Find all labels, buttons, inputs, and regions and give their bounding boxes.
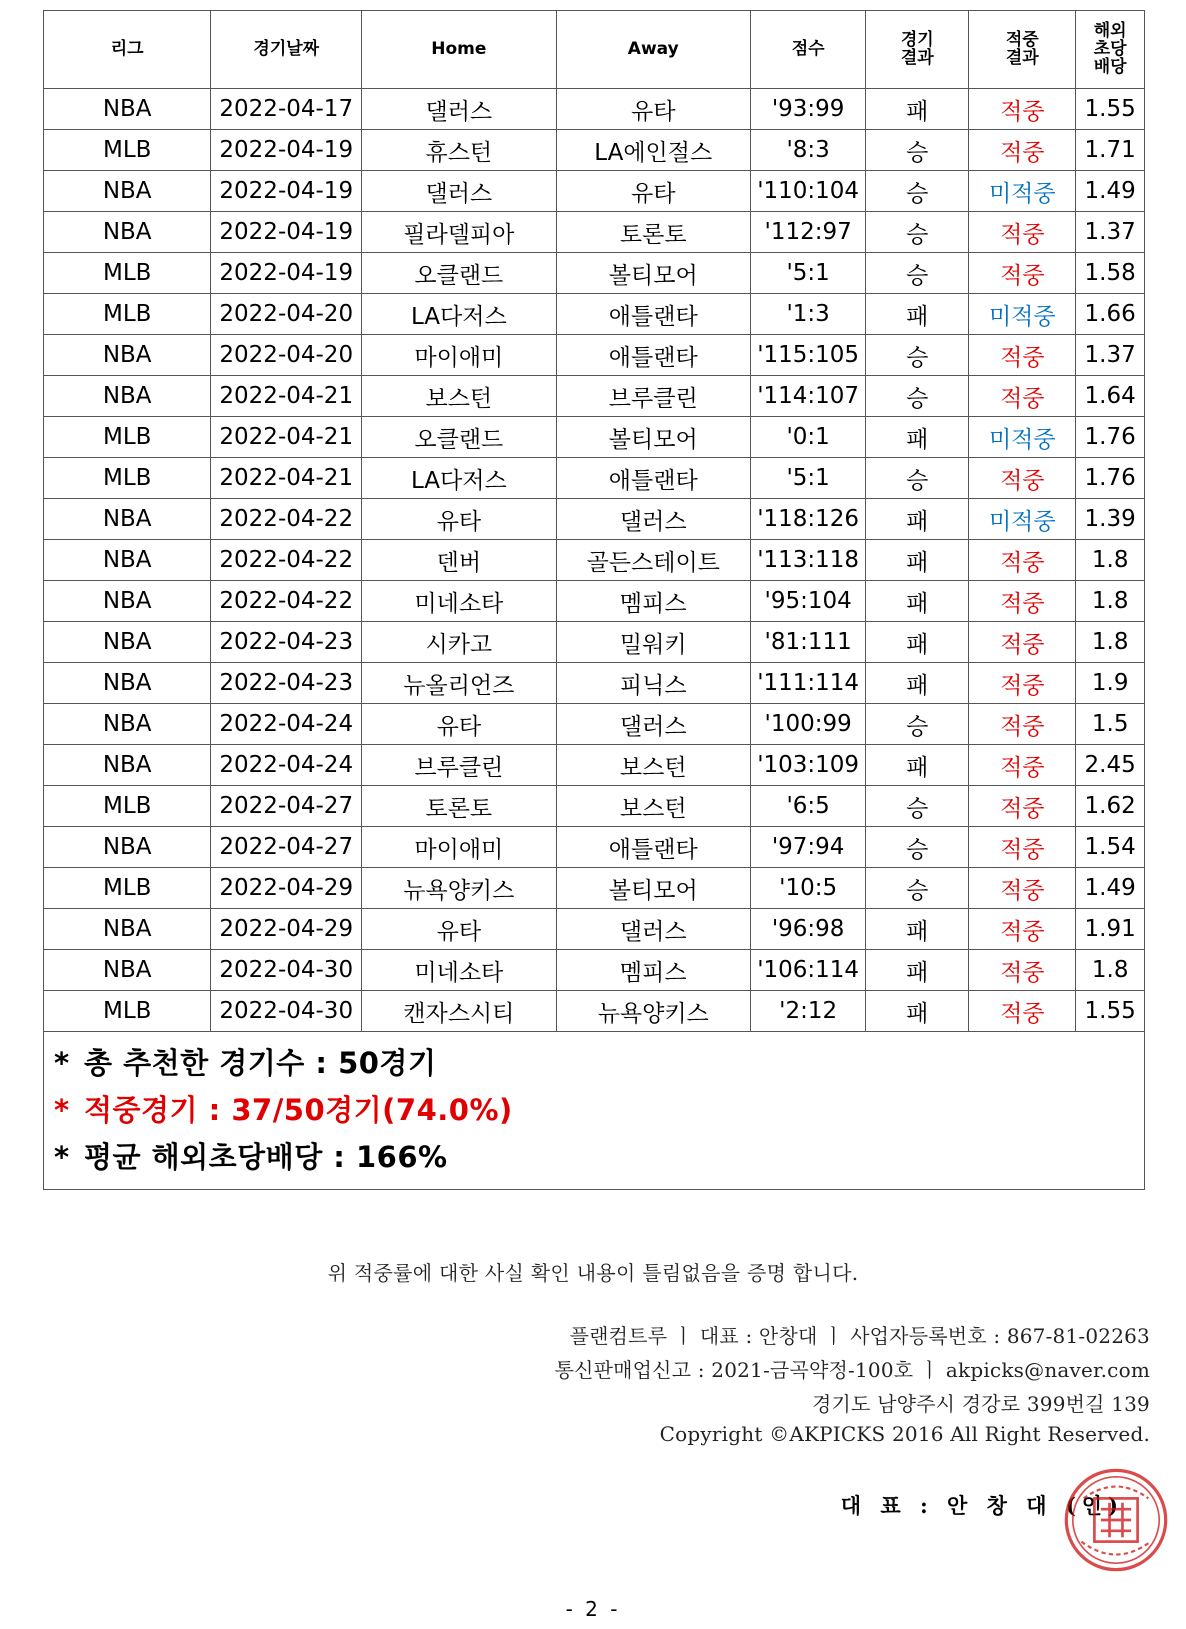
cell-odds: 1.9: [1076, 663, 1145, 704]
cell-away: 뉴욕양키스: [556, 991, 750, 1032]
cell-away: 골든스테이트: [556, 540, 750, 581]
cell-league: NBA: [44, 581, 211, 622]
cell-result: 패: [866, 581, 969, 622]
cell-hit: 적중: [969, 130, 1076, 171]
cell-score: '0:1: [750, 417, 865, 458]
cell-result: 승: [866, 786, 969, 827]
cell-home: 마이애미: [362, 335, 556, 376]
cell-odds: 1.62: [1076, 786, 1145, 827]
cell-home: LA다저스: [362, 458, 556, 499]
table-row: [44, 294, 1145, 335]
table-row: [44, 745, 1145, 786]
cell-odds: 1.64: [1076, 376, 1145, 417]
cell-date: 2022-04-19: [211, 212, 362, 253]
table-row: [44, 212, 1145, 253]
cell-date: 2022-04-29: [211, 909, 362, 950]
cell-away: 댈러스: [556, 499, 750, 540]
cell-home: 마이애미: [362, 827, 556, 868]
cell-league: MLB: [44, 458, 211, 499]
cell-home: 오클랜드: [362, 253, 556, 294]
cell-home: 덴버: [362, 540, 556, 581]
cell-date: 2022-04-24: [211, 704, 362, 745]
cell-result: 승: [866, 171, 969, 212]
cell-home: 뉴욕양키스: [362, 868, 556, 909]
cell-hit: 적중: [969, 253, 1076, 294]
cell-home: 오클랜드: [362, 417, 556, 458]
header-date: 경기날짜: [211, 11, 362, 89]
cell-league: NBA: [44, 376, 211, 417]
summary-hits: [54, 1087, 1134, 1134]
cell-odds: 1.8: [1076, 622, 1145, 663]
table-row: [44, 376, 1145, 417]
cell-away: 멤피스: [556, 950, 750, 991]
cell-odds: 1.54: [1076, 827, 1145, 868]
footer-registration-line: 통신판매업신고 : 2021-금곡약정-100호 ㅣ akpicks@naver.com: [554, 1358, 1150, 1382]
table-header-row: [44, 11, 1145, 89]
header-result-line: 경기: [900, 30, 934, 50]
cell-odds: 1.49: [1076, 868, 1145, 909]
cell-score: '97:94: [750, 827, 865, 868]
header-odds-line: 배당: [1093, 57, 1127, 77]
table-row: [44, 663, 1145, 704]
confirmation-statement: 위 적중률에 대한 사실 확인 내용이 틀림없음을 증명 합니다.: [327, 1261, 859, 1285]
cell-home: 유타: [362, 499, 556, 540]
table-row: [44, 540, 1145, 581]
cell-home: 미네소타: [362, 950, 556, 991]
cell-away: 애틀랜타: [556, 458, 750, 499]
cell-result: 패: [866, 499, 969, 540]
cell-odds: 1.55: [1076, 89, 1145, 130]
cell-date: 2022-04-24: [211, 745, 362, 786]
cell-home: 미네소타: [362, 581, 556, 622]
header-odds: [1076, 11, 1145, 89]
cell-score: '5:1: [750, 253, 865, 294]
cell-score: '115:105: [750, 335, 865, 376]
cell-home: LA다저스: [362, 294, 556, 335]
table-row: [44, 827, 1145, 868]
summary-total-text: 총 추천한 경기수 : 50경기: [84, 1046, 437, 1080]
cell-hit: 적중: [969, 786, 1076, 827]
table-row: [44, 171, 1145, 212]
cell-date: 2022-04-22: [211, 540, 362, 581]
table-body: [44, 89, 1145, 1032]
cell-hit: 적중: [969, 745, 1076, 786]
cell-league: NBA: [44, 171, 211, 212]
header-odds-line: 해외: [1093, 21, 1127, 41]
table-row: [44, 335, 1145, 376]
cell-odds: 1.39: [1076, 499, 1145, 540]
header-odds-line: 초당: [1093, 39, 1127, 59]
cell-league: MLB: [44, 130, 211, 171]
cell-odds: 1.37: [1076, 335, 1145, 376]
footer-company-line: 플랜컴트루 ㅣ 대표 : 안창대 ㅣ 사업자등록번호 : 867-81-02263: [569, 1324, 1150, 1348]
header-result: [866, 11, 969, 89]
representative-signature: 대 표 : 안 창 대 (인): [840, 1493, 1124, 1518]
cell-home: 캔자스시티: [362, 991, 556, 1032]
cell-date: 2022-04-30: [211, 950, 362, 991]
cell-league: NBA: [44, 335, 211, 376]
cell-date: 2022-04-27: [211, 827, 362, 868]
cell-home: 유타: [362, 909, 556, 950]
cell-result: 패: [866, 540, 969, 581]
bullet-star: *: [54, 1140, 70, 1174]
cell-date: 2022-04-20: [211, 294, 362, 335]
header-score: 점수: [750, 11, 865, 89]
cell-league: MLB: [44, 868, 211, 909]
cell-score: '112:97: [750, 212, 865, 253]
table-row: [44, 991, 1145, 1032]
cell-away: 보스턴: [556, 745, 750, 786]
cell-score: '10:5: [750, 868, 865, 909]
cell-result: 패: [866, 745, 969, 786]
cell-away: 댈러스: [556, 909, 750, 950]
cell-score: '8:3: [750, 130, 865, 171]
cell-league: MLB: [44, 786, 211, 827]
cell-date: 2022-04-21: [211, 376, 362, 417]
cell-date: 2022-04-27: [211, 786, 362, 827]
cell-odds: 1.37: [1076, 212, 1145, 253]
cell-score: '103:109: [750, 745, 865, 786]
table-row: [44, 909, 1145, 950]
cell-date: 2022-04-22: [211, 499, 362, 540]
cell-odds: 1.8: [1076, 950, 1145, 991]
cell-score: '106:114: [750, 950, 865, 991]
cell-score: '110:104: [750, 171, 865, 212]
cell-away: 댈러스: [556, 704, 750, 745]
cell-away: 유타: [556, 171, 750, 212]
cell-hit: 적중: [969, 663, 1076, 704]
cell-date: 2022-04-21: [211, 458, 362, 499]
cell-league: NBA: [44, 89, 211, 130]
results-table: [43, 10, 1145, 1190]
cell-odds: 1.76: [1076, 458, 1145, 499]
bullet-star: *: [54, 1093, 70, 1127]
cell-score: '100:99: [750, 704, 865, 745]
table-row: [44, 950, 1145, 991]
cell-score: '95:104: [750, 581, 865, 622]
table-row: [44, 417, 1145, 458]
cell-away: 볼티모어: [556, 868, 750, 909]
cell-hit: 적중: [969, 622, 1076, 663]
cell-odds: 1.58: [1076, 253, 1145, 294]
cell-hit: 적중: [969, 458, 1076, 499]
cell-away: 애틀랜타: [556, 294, 750, 335]
cell-score: '114:107: [750, 376, 865, 417]
cell-odds: 1.91: [1076, 909, 1145, 950]
cell-home: 시카고: [362, 622, 556, 663]
cell-result: 승: [866, 458, 969, 499]
footer-copyright-line: Copyright ©AKPICKS 2016 All Right Reserved.: [659, 1422, 1150, 1446]
cell-league: NBA: [44, 540, 211, 581]
cell-result: 패: [866, 294, 969, 335]
cell-score: '113:118: [750, 540, 865, 581]
summary-hits-text: 적중경기 : 37/50경기(74.0%): [84, 1093, 513, 1127]
cell-score: '2:12: [750, 991, 865, 1032]
cell-away: 유타: [556, 89, 750, 130]
cell-league: NBA: [44, 212, 211, 253]
cell-league: NBA: [44, 622, 211, 663]
cell-score: '93:99: [750, 89, 865, 130]
table-row: [44, 130, 1145, 171]
cell-date: 2022-04-22: [211, 581, 362, 622]
cell-away: 브루클린: [556, 376, 750, 417]
cell-home: 댈러스: [362, 171, 556, 212]
cell-hit: 적중: [969, 704, 1076, 745]
cell-odds: 1.49: [1076, 171, 1145, 212]
cell-league: NBA: [44, 663, 211, 704]
cell-league: NBA: [44, 909, 211, 950]
table-row: [44, 868, 1145, 909]
cell-odds: 2.45: [1076, 745, 1145, 786]
cell-hit: 적중: [969, 950, 1076, 991]
cell-away: 애틀랜타: [556, 827, 750, 868]
footer-address-line: 경기도 남양주시 경강로 399번길 139: [811, 1392, 1150, 1416]
cell-result: 패: [866, 417, 969, 458]
cell-result: 패: [866, 663, 969, 704]
cell-home: 댈러스: [362, 89, 556, 130]
cell-date: 2022-04-19: [211, 130, 362, 171]
cell-date: 2022-04-20: [211, 335, 362, 376]
cell-hit: 적중: [969, 89, 1076, 130]
cell-result: 승: [866, 253, 969, 294]
cell-hit: 미적중: [969, 417, 1076, 458]
table-row: [44, 622, 1145, 663]
cell-league: NBA: [44, 950, 211, 991]
table-row: [44, 253, 1145, 294]
cell-home: 필라델피아: [362, 212, 556, 253]
cell-home: 브루클린: [362, 745, 556, 786]
cell-hit: 적중: [969, 376, 1076, 417]
cell-home: 유타: [362, 704, 556, 745]
summary-row: [44, 1032, 1145, 1190]
cell-league: MLB: [44, 253, 211, 294]
cell-score: '6:5: [750, 786, 865, 827]
cell-odds: 1.71: [1076, 130, 1145, 171]
cell-result: 승: [866, 130, 969, 171]
cell-date: 2022-04-17: [211, 89, 362, 130]
cell-odds: 1.5: [1076, 704, 1145, 745]
cell-away: 볼티모어: [556, 253, 750, 294]
cell-hit: 적중: [969, 212, 1076, 253]
cell-date: 2022-04-30: [211, 991, 362, 1032]
cell-home: 보스턴: [362, 376, 556, 417]
cell-result: 승: [866, 335, 969, 376]
cell-hit: 적중: [969, 581, 1076, 622]
cell-hit: 미적중: [969, 294, 1076, 335]
cell-date: 2022-04-23: [211, 663, 362, 704]
header-away: Away: [556, 11, 750, 89]
cell-result: 승: [866, 376, 969, 417]
header-result-line: 결과: [900, 48, 934, 68]
header-home: Home: [362, 11, 556, 89]
table-row: [44, 581, 1145, 622]
cell-hit: 미적중: [969, 171, 1076, 212]
cell-away: 볼티모어: [556, 417, 750, 458]
cell-score: '81:111: [750, 622, 865, 663]
cell-odds: 1.8: [1076, 540, 1145, 581]
cell-date: 2022-04-23: [211, 622, 362, 663]
cell-league: NBA: [44, 499, 211, 540]
cell-date: 2022-04-21: [211, 417, 362, 458]
cell-date: 2022-04-19: [211, 171, 362, 212]
table-row: [44, 704, 1145, 745]
cell-hit: 적중: [969, 335, 1076, 376]
cell-score: '5:1: [750, 458, 865, 499]
cell-odds: 1.8: [1076, 581, 1145, 622]
cell-league: NBA: [44, 827, 211, 868]
cell-away: 피닉스: [556, 663, 750, 704]
cell-odds: 1.66: [1076, 294, 1145, 335]
cell-hit: 미적중: [969, 499, 1076, 540]
cell-away: LA에인절스: [556, 130, 750, 171]
cell-score: '96:98: [750, 909, 865, 950]
cell-league: MLB: [44, 417, 211, 458]
cell-result: 패: [866, 991, 969, 1032]
cell-league: NBA: [44, 704, 211, 745]
bullet-star: *: [54, 1046, 70, 1080]
cell-away: 멤피스: [556, 581, 750, 622]
cell-home: 뉴올리언즈: [362, 663, 556, 704]
header-league: 리그: [44, 11, 211, 89]
table-row: [44, 89, 1145, 130]
cell-odds: 1.76: [1076, 417, 1145, 458]
table-row: [44, 499, 1145, 540]
cell-away: 보스턴: [556, 786, 750, 827]
cell-result: 패: [866, 89, 969, 130]
header-hit-line: 결과: [1005, 48, 1039, 68]
cell-result: 승: [866, 704, 969, 745]
cell-hit: 적중: [969, 909, 1076, 950]
company-seal-stamp: [1062, 1466, 1170, 1574]
cell-league: MLB: [44, 991, 211, 1032]
cell-odds: 1.55: [1076, 991, 1145, 1032]
cell-date: 2022-04-19: [211, 253, 362, 294]
cell-hit: 적중: [969, 540, 1076, 581]
cell-league: MLB: [44, 294, 211, 335]
page-number: - 2 -: [565, 1597, 621, 1621]
summary-avg-odds-text: 평균 해외초당배당 : 166%: [84, 1140, 448, 1174]
cell-score: '1:3: [750, 294, 865, 335]
cell-league: NBA: [44, 745, 211, 786]
cell-away: 토론토: [556, 212, 750, 253]
cell-date: 2022-04-29: [211, 868, 362, 909]
cell-away: 밀워키: [556, 622, 750, 663]
cell-result: 패: [866, 909, 969, 950]
summary-total: [54, 1040, 1134, 1087]
table-row: [44, 786, 1145, 827]
header-hit: [969, 11, 1076, 89]
summary-cell: [44, 1032, 1145, 1190]
summary-avg-odds: [54, 1134, 1134, 1181]
cell-result: 승: [866, 212, 969, 253]
cell-score: '111:114: [750, 663, 865, 704]
cell-score: '118:126: [750, 499, 865, 540]
cell-hit: 적중: [969, 868, 1076, 909]
cell-home: 토론토: [362, 786, 556, 827]
cell-hit: 적중: [969, 991, 1076, 1032]
cell-result: 패: [866, 622, 969, 663]
cell-result: 승: [866, 827, 969, 868]
cell-result: 승: [866, 868, 969, 909]
cell-home: 휴스턴: [362, 130, 556, 171]
cell-hit: 적중: [969, 827, 1076, 868]
cell-away: 애틀랜타: [556, 335, 750, 376]
table-row: [44, 458, 1145, 499]
header-hit-line: 적중: [1005, 30, 1039, 50]
cell-result: 패: [866, 950, 969, 991]
